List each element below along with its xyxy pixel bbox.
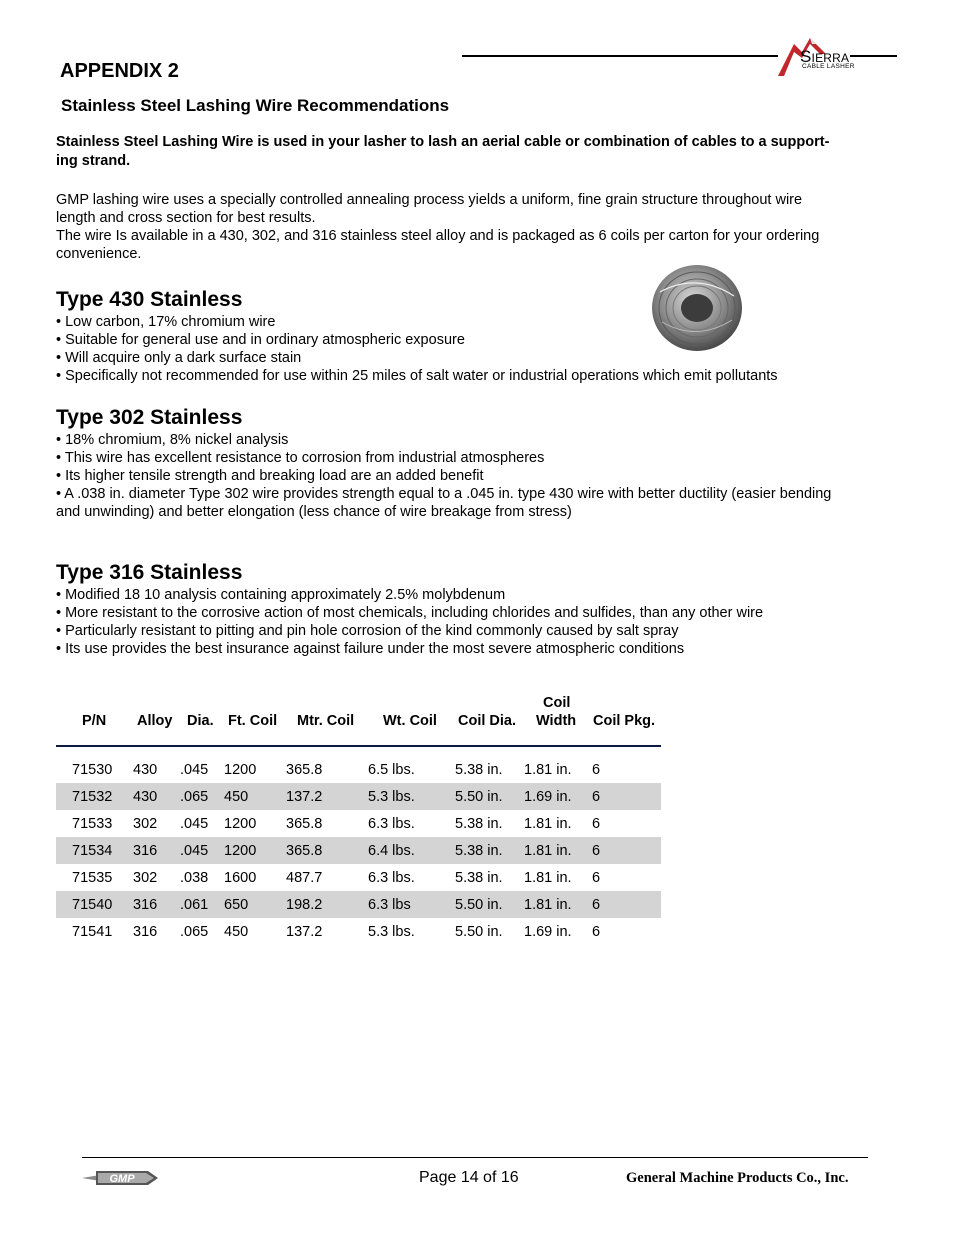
cell-coil-dia: 5.38 in. bbox=[455, 762, 503, 778]
cell-coil-pkg: 6 bbox=[592, 789, 601, 805]
table-row bbox=[56, 783, 661, 810]
cell-mtr-coil: 137.2 bbox=[286, 789, 323, 805]
para-line: convenience. bbox=[56, 246, 142, 262]
cell-pn: 71534 bbox=[72, 843, 113, 859]
sierra-logo bbox=[776, 30, 856, 80]
col-header-coil-dia: Coil Dia. bbox=[458, 713, 517, 729]
col-header-pn: P/N bbox=[82, 713, 107, 729]
cell-wt-coil: 5.3 lbs. bbox=[368, 789, 415, 805]
table-row bbox=[56, 864, 661, 891]
cell-alloy: 316 bbox=[133, 897, 158, 913]
col-header-coil-pkg: Coil Pkg. bbox=[593, 713, 656, 729]
list-item: • Suitable for general use and in ordinary atmospheric exposure bbox=[56, 332, 465, 348]
cell-ft-coil: 1200 bbox=[224, 816, 257, 832]
list-item: • Its use provides the best insurance against failure under the most severe atmospheric conditions bbox=[56, 641, 685, 657]
intro-line: Stainless Steel Lashing Wire is used in your lasher to lash an aerial cable or combination of cables to a support- bbox=[56, 134, 830, 150]
cell-coil-pkg: 6 bbox=[592, 897, 601, 913]
cell-mtr-coil: 365.8 bbox=[286, 816, 323, 832]
cell-ft-coil: 1600 bbox=[224, 870, 257, 886]
cell-alloy: 316 bbox=[133, 924, 158, 940]
section-title-316: Type 316 Stainless bbox=[56, 561, 243, 584]
table-row bbox=[56, 891, 661, 918]
cell-wt-coil: 6.5 lbs. bbox=[368, 762, 415, 778]
footer-rule bbox=[82, 1157, 868, 1158]
cell-alloy: 316 bbox=[133, 843, 158, 859]
list-item: • This wire has excellent resistance to corrosion from industrial atmospheres bbox=[56, 450, 545, 466]
cell-dia: .061 bbox=[180, 897, 209, 913]
col-header-dia: Dia. bbox=[187, 713, 214, 729]
intro-line: ing strand. bbox=[56, 153, 131, 169]
cell-wt-coil: 6.3 lbs. bbox=[368, 870, 415, 886]
table-header bbox=[56, 690, 661, 747]
cell-ft-coil: 1200 bbox=[224, 843, 257, 859]
appendix-title: APPENDIX 2 bbox=[60, 60, 179, 82]
page-number: Page 14 of 16 bbox=[419, 1169, 519, 1186]
table-body bbox=[56, 756, 661, 945]
cell-wt-coil: 6.3 lbs. bbox=[368, 816, 415, 832]
para-line: length and cross section for best results. bbox=[56, 210, 316, 226]
cell-coil-width: 1.69 in. bbox=[524, 924, 572, 940]
cell-coil-width: 1.81 in. bbox=[524, 897, 572, 913]
cell-ft-coil: 450 bbox=[224, 924, 249, 940]
cell-coil-width: 1.69 in. bbox=[524, 789, 572, 805]
list-item: and unwinding) and better elongation (less chance of wire breakage from stress) bbox=[56, 504, 572, 520]
list-item: • More resistant to the corrosive action of most chemicals, including chlorides and sulfides, than any other wire bbox=[56, 605, 764, 621]
cell-coil-pkg: 6 bbox=[592, 843, 601, 859]
cell-coil-pkg: 6 bbox=[592, 870, 601, 886]
cell-coil-width: 1.81 in. bbox=[524, 816, 572, 832]
list-item: • 18% chromium, 8% nickel analysis bbox=[56, 432, 289, 448]
list-item: • Modified 18 10 analysis containing approximately 2.5% molybdenum bbox=[56, 587, 506, 603]
col-header-alloy: Alloy bbox=[137, 713, 173, 729]
bullet-list-302 bbox=[56, 431, 901, 521]
cell-wt-coil: 6.4 lbs. bbox=[368, 843, 415, 859]
gmp-logo-text: GMP bbox=[109, 1173, 135, 1185]
cell-alloy: 430 bbox=[133, 789, 158, 805]
cell-dia: .065 bbox=[180, 924, 209, 940]
company-name: General Machine Products Co., Inc. bbox=[626, 1170, 849, 1186]
cell-alloy: 302 bbox=[133, 870, 158, 886]
list-item: • Will acquire only a dark surface stain bbox=[56, 350, 302, 366]
cell-pn: 71530 bbox=[72, 762, 113, 778]
cell-mtr-coil: 198.2 bbox=[286, 897, 323, 913]
header-rule-right bbox=[850, 55, 897, 57]
annealing-paragraph bbox=[56, 191, 896, 263]
cell-dia: .045 bbox=[180, 843, 209, 859]
cell-coil-width: 1.81 in. bbox=[524, 870, 572, 886]
cell-pn: 71532 bbox=[72, 789, 113, 805]
cell-coil-pkg: 6 bbox=[592, 816, 601, 832]
col-header-coil-width-bottom: Width bbox=[536, 713, 577, 729]
cell-ft-coil: 1200 bbox=[224, 762, 257, 778]
table-row bbox=[56, 837, 661, 864]
col-header-coil-width-top: Coil bbox=[543, 695, 571, 711]
bullet-list-316 bbox=[56, 586, 901, 658]
cell-mtr-coil: 137.2 bbox=[286, 924, 323, 940]
col-header-mtr-coil: Mtr. Coil bbox=[297, 713, 355, 729]
logo-subtitle: CABLE LASHER bbox=[802, 63, 855, 70]
intro-paragraph bbox=[56, 133, 896, 171]
page-subtitle: Stainless Steel Lashing Wire Recommendations bbox=[61, 96, 450, 115]
list-item: • A .038 in. diameter Type 302 wire provides strength equal to a .045 in. type 430 wire with better ductility (easier bending bbox=[56, 486, 832, 502]
para-line: GMP lashing wire uses a specially controlled annealing process yields a uniform, fine grain structure throughout wire bbox=[56, 192, 803, 208]
table-row bbox=[56, 810, 661, 837]
cell-coil-pkg: 6 bbox=[592, 762, 601, 778]
cell-ft-coil: 650 bbox=[224, 897, 249, 913]
cell-coil-dia: 5.50 in. bbox=[455, 789, 503, 805]
cell-dia: .065 bbox=[180, 789, 209, 805]
cell-wt-coil: 6.3 lbs bbox=[368, 897, 411, 913]
cell-dia: .045 bbox=[180, 816, 209, 832]
cell-pn: 71533 bbox=[72, 816, 113, 832]
header-rule bbox=[462, 55, 778, 57]
cell-alloy: 430 bbox=[133, 762, 158, 778]
cell-coil-dia: 5.50 in. bbox=[455, 924, 503, 940]
gmp-logo bbox=[82, 1166, 158, 1190]
specs-table bbox=[56, 690, 661, 945]
cell-coil-width: 1.81 in. bbox=[524, 843, 572, 859]
cell-mtr-coil: 487.7 bbox=[286, 870, 323, 886]
col-header-wt-coil: Wt. Coil bbox=[383, 713, 437, 729]
cell-pn: 71535 bbox=[72, 870, 113, 886]
list-item: • Its higher tensile strength and breaking load are an added benefit bbox=[56, 468, 484, 484]
cell-coil-dia: 5.38 in. bbox=[455, 870, 503, 886]
cell-mtr-coil: 365.8 bbox=[286, 843, 323, 859]
cell-coil-pkg: 6 bbox=[592, 924, 601, 940]
logo-brand: SIERRA bbox=[800, 47, 850, 66]
list-item: • Particularly resistant to pitting and pin hole corrosion of the kind commonly caused by salt spray bbox=[56, 623, 679, 639]
cell-alloy: 302 bbox=[133, 816, 158, 832]
list-item: • Low carbon, 17% chromium wire bbox=[56, 314, 276, 330]
section-title-302: Type 302 Stainless bbox=[56, 406, 243, 429]
cell-wt-coil: 5.3 lbs. bbox=[368, 924, 415, 940]
cell-ft-coil: 450 bbox=[224, 789, 249, 805]
list-item: • Specifically not recommended for use within 25 miles of salt water or industrial operations which emit pollutants bbox=[56, 368, 778, 384]
para-line: The wire Is available in a 430, 302, and 316 stainless steel alloy and is packaged as 6 coils per carton for your ordering bbox=[56, 228, 820, 244]
section-title-430: Type 430 Stainless bbox=[56, 288, 243, 311]
col-header-ft-coil: Ft. Coil bbox=[228, 713, 278, 729]
cell-coil-dia: 5.38 in. bbox=[455, 816, 503, 832]
cell-dia: .038 bbox=[180, 870, 209, 886]
bullet-list-430 bbox=[56, 313, 901, 385]
cell-coil-width: 1.81 in. bbox=[524, 762, 572, 778]
cell-pn: 71541 bbox=[72, 924, 113, 940]
cell-coil-dia: 5.38 in. bbox=[455, 843, 503, 859]
table-row bbox=[56, 918, 661, 945]
cell-pn: 71540 bbox=[72, 897, 113, 913]
table-row bbox=[56, 756, 661, 783]
cell-mtr-coil: 365.8 bbox=[286, 762, 323, 778]
cell-dia: .045 bbox=[180, 762, 209, 778]
cell-coil-dia: 5.50 in. bbox=[455, 897, 503, 913]
